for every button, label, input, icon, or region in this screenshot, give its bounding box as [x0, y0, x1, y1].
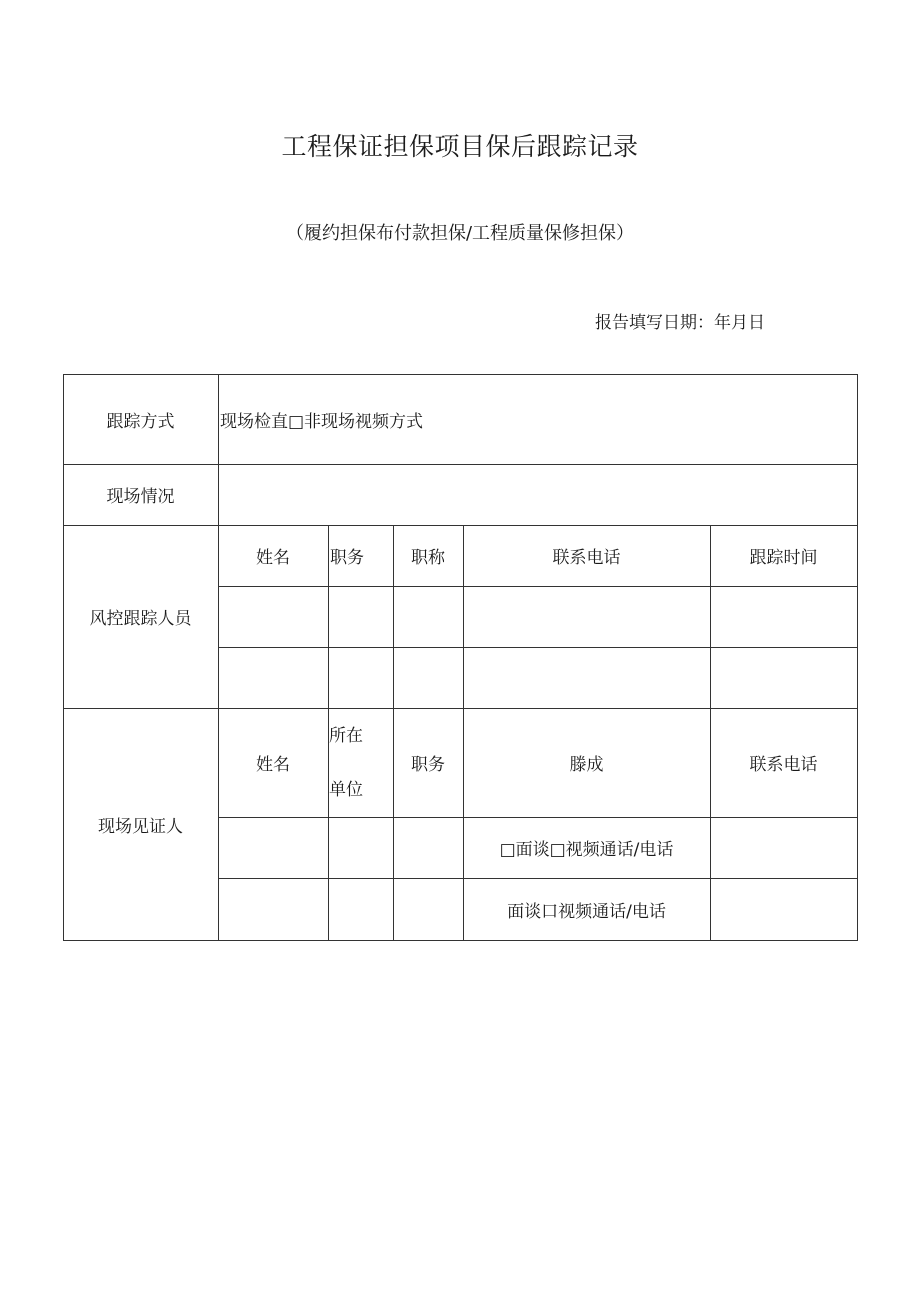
witness-label: 现场见证人: [98, 816, 183, 837]
witness-header-unit-line1: 所在: [329, 725, 363, 746]
report-date-label: 报告填写日期：年月日: [595, 313, 765, 333]
risk-staff-header-title: 职称: [411, 548, 445, 568]
witness-header-unit: [328, 708, 393, 817]
witness-header-unit-line2: 单位: [329, 779, 363, 800]
witness-row-2-method: 面谈口视频通话/电话: [507, 901, 666, 922]
risk-staff-header-time: 跟踪时间: [749, 548, 818, 568]
site-situation-label: 现场情况: [106, 487, 175, 507]
witness-header-position: 职务: [411, 755, 445, 775]
witness-row-1-method: □面谈□视频通话/电话: [499, 840, 674, 860]
tracking-method-value: 现场检直□非现场视频方式: [220, 411, 424, 432]
site-situation-value: [218, 464, 857, 525]
witness-header-method: 滕成: [569, 755, 604, 775]
risk-staff-header-name: 姓名: [256, 548, 290, 568]
page-subtitle: （履约担保布付款担保/工程质量保修担保）: [285, 223, 635, 244]
risk-staff-header-position: 职务: [330, 548, 364, 568]
witness-header-phone: 联系电话: [749, 755, 818, 775]
risk-staff-label: 风控跟踪人员: [89, 609, 192, 629]
page-title: 工程保证担保项目保后跟踪记录: [281, 132, 639, 161]
risk-staff-header-phone: 联系电话: [552, 548, 621, 568]
tracking-method-label: 跟踪方式: [106, 411, 175, 432]
witness-header-name: 姓名: [256, 755, 290, 775]
